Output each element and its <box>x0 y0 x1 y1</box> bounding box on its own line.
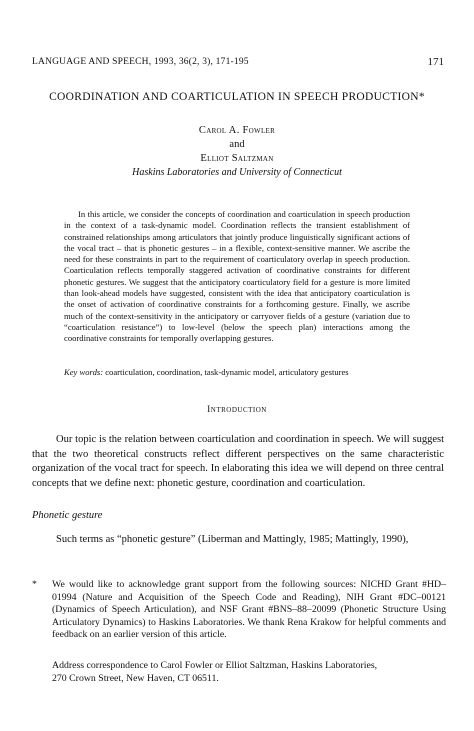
correspondence-address <box>52 660 446 685</box>
author-1: Carol A. Fowler <box>198 125 276 136</box>
keywords-text: coarticulation, coordination, task-dynamic model, articulatory gestures <box>105 367 349 377</box>
author-2: Elliot Saltzman <box>200 153 274 164</box>
footnote <box>32 579 446 642</box>
article-title: COORDINATION AND COARTICULATION IN SPEECH PRODUCTION* <box>49 91 425 103</box>
introduction-paragraph: Our topic is the relation between coarticulation and coordination in speech. We will suggest that the two theoretical constructs reflect different perspectives on the same characteristic organization of the vocal tract for speech. In elaborating this idea we will depend on three central concepts that we define next: phonetic gesture, coordination and coarticulation. <box>32 434 444 489</box>
address-line-2: 270 Crown Street, New Haven, CT 06511. <box>52 672 219 684</box>
abstract-text: In this article, we consider the concepts of coordination and coarticulation in speech production in the context of a task-dynamic model. Coordination reflects the transient establishment of constrained relationships among articulators that jointly produce linguistically significant actions of the vocal tract – that is phonetic gestures – in a flexible, context-sensitive manner. We ascribe the need for these constraints in part to the requirement of coarticulatory overlap in speech production. Coarticulation reflects temporally staggered activation of coordinative constraints for different phonetic gestures. We suggest that the anticipatory coarticulatory field for a gesture is more limited than look-ahead models have suggested, consistent with the idea that anticipatory coarticulation is the onset of activation of coordinative constraints for a forthcoming gesture. Finally, we ascribe much of the context-sensitivity in the anticipatory or carryover fields of a gesture (variation due to “coarticulation resistance”) to low-level (below the speech plan) interactions among the coordinative constraints for temporally overlapping gestures. <box>64 209 410 344</box>
phonetic-gesture-body <box>32 533 444 548</box>
subsection-heading-phonetic-gesture: Phonetic gesture <box>32 510 103 521</box>
running-head: LANGUAGE AND SPEECH, 1993, 36(2, 3), 171-195 <box>32 57 249 67</box>
phonetic-gesture-paragraph: Such terms as “phonetic gesture” (Liberman and Mattingly, 1985; Mattingly, 1990), <box>56 534 409 545</box>
author-block <box>0 124 474 180</box>
section-heading-introduction: Introduction <box>207 405 267 415</box>
address-line-1: Address correspondence to Carol Fowler or Elliot Saltzman, Haskins Laboratories, <box>52 660 378 671</box>
abstract <box>64 209 410 345</box>
footnote-text: We would like to acknowledge grant support from the following sources: NICHD Grant #HD–01994 (Nature and Acquisition of the Speech Code and Reading), NIH Grant #DC–00121 (Dynamics of Speech Articulation), and NSF Grant #BNS–88–20099 (Phonetic Structure Using Articulatory Dynamics) to Haskins Laboratories. We thank Rena Krakow for helpful comments and feedback on an earlier version of this article. <box>52 579 446 641</box>
introduction-body <box>32 433 444 491</box>
author-conjunction: and <box>229 139 245 150</box>
footnote-mark: * <box>32 579 37 590</box>
affiliation: Haskins Laboratories and University of Connecticut <box>132 167 342 178</box>
page-number: 171 <box>427 56 444 68</box>
keywords <box>64 367 410 377</box>
keywords-label: Key words: <box>64 367 104 377</box>
